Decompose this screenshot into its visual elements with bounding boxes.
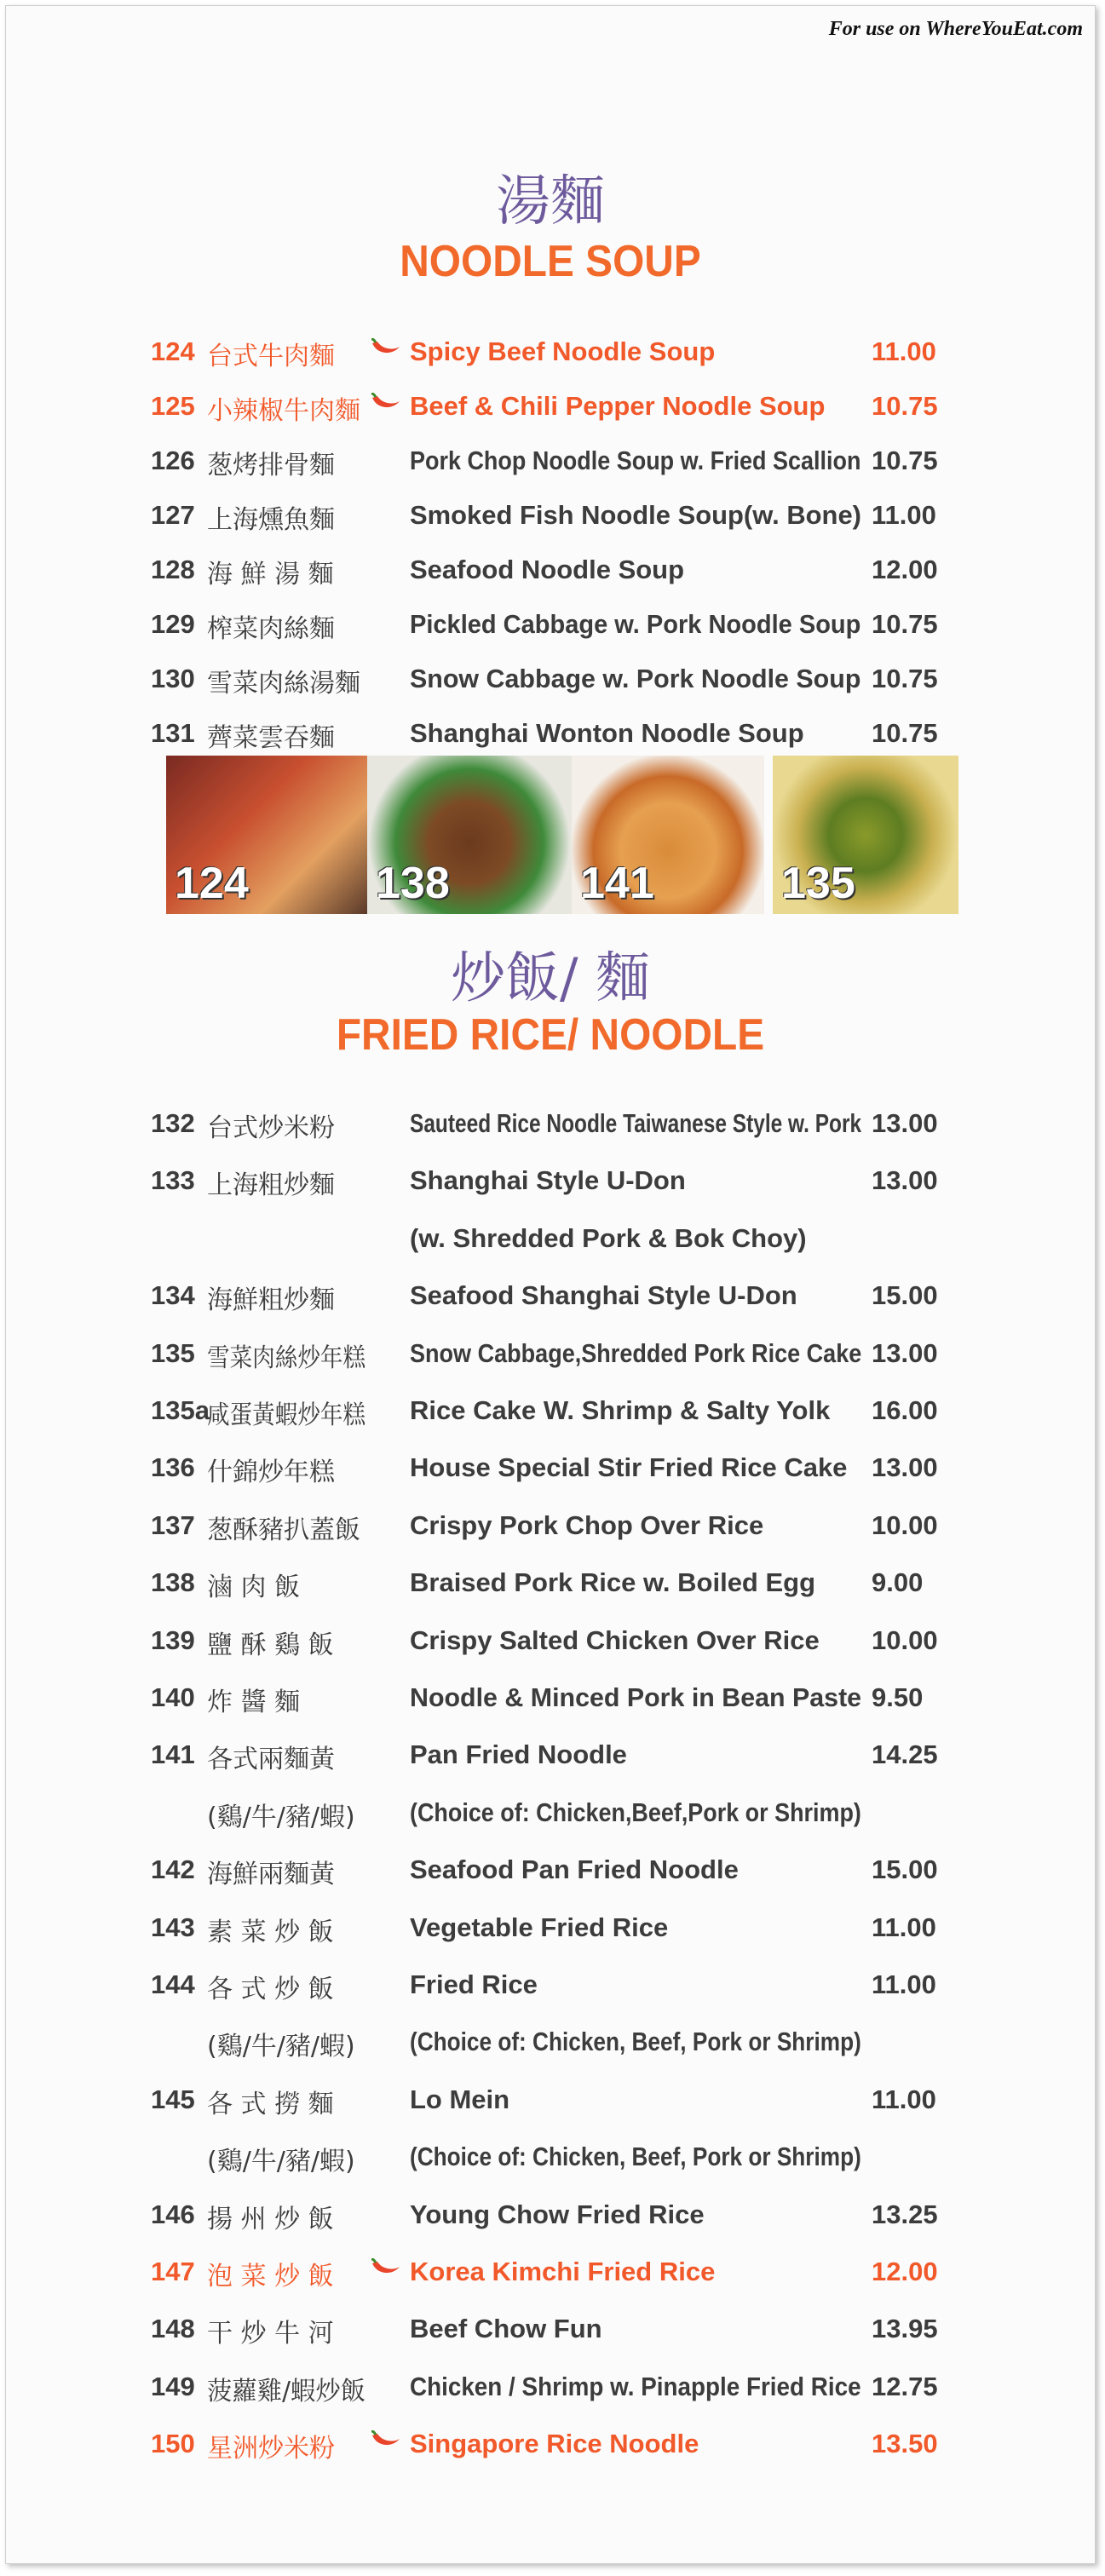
item-name-en: Pan Fried Noodle [410,1739,627,1770]
item-name-en: Pork Chop Noodle Soup w. Fried Scallion [410,446,861,475]
menu-item [6,1211,1095,1262]
item-name-zh: 干 炒 牛 河 [207,2319,334,2349]
item-price: 13.00 [872,1108,938,1138]
menu-item [6,2245,1095,2296]
item-price: 13.00 [872,1452,938,1483]
menu-item [6,1153,1095,1205]
menu-item [6,2417,1095,2468]
item-number: 135 [151,1337,195,1368]
fried-title-zh: 炒飯/ 麵 [451,947,650,1010]
menu-item [6,1728,1095,1779]
fried-title-en: FRIED RICE/ NOODLE [336,1010,765,1060]
item-name-en: Crispy Pork Chop Over Rice [410,1509,764,1540]
photo-pan-fried-noodle [572,756,764,914]
item-name-en: Shanghai Wonton Noodle Soup [410,718,804,748]
item-price: 11.00 [872,1912,936,1942]
menu-item [6,2302,1095,2353]
menu-item [6,1383,1095,1435]
menu-item [6,1613,1095,1665]
item-name-en: Braised Pork Rice w. Boiled Egg [410,1567,816,1598]
menu-item [6,2360,1095,2411]
item-price: 13.00 [872,1337,938,1368]
menu-item [6,1440,1095,1492]
item-price: 11.00 [872,1969,936,1999]
menu-item [6,2130,1095,2181]
item-name-en: (Choice of: Chicken, Beef, Pork or Shrimp) [410,2027,861,2057]
noodle-soup-title-zh: 湯麵 [496,170,605,233]
item-name-en: Seafood Shanghai Style U-Don [410,1280,797,1311]
item-name-zh: 各式兩麵黃 [207,1745,335,1775]
item-number: 139 [151,1624,195,1655]
item-number: 128 [151,555,195,584]
item-name-en: Seafood Noodle Soup [410,555,685,584]
item-name-en: Sauteed Rice Noodle Taiwanese Style w. Pork [410,1108,862,1138]
menu-item [6,488,1095,539]
item-name-zh: 台式牛肉麵 [207,342,335,371]
item-name-zh: 鹽 酥 鷄 飯 [207,1630,334,1660]
photo-label: 138 [376,859,450,908]
item-name-zh: (鷄/牛/豬/蝦) [207,2147,355,2177]
item-name-zh: (鷄/牛/豬/蝦) [207,1802,355,1832]
item-number: 126 [151,446,195,475]
item-name-en: Singapore Rice Noodle [410,2429,699,2459]
photo-label: 124 [175,859,249,908]
item-price: 12.75 [872,2371,938,2401]
chili-pepper-icon [371,2430,401,2449]
item-number: 133 [151,1165,195,1196]
menu-item [6,597,1095,648]
item-name-en: Crispy Salted Chicken Over Rice [410,1624,820,1655]
item-number: 130 [151,664,195,693]
chili-pepper-icon [371,338,401,357]
item-name-en: (w. Shredded Pork & Bok Choy) [410,1222,807,1253]
item-name-en: (Choice of: Chicken, Beef, Pork or Shrimp) [410,2142,861,2172]
item-name-en: Lo Mein [410,2084,510,2114]
item-name-zh: 星洲炒米粉 [207,2434,335,2464]
item-number: 135a [151,1395,210,1425]
item-name-zh: 上海粗炒麵 [207,1170,335,1201]
item-name-zh: 菠蘿雞/蝦炒飯 [207,2376,366,2406]
item-name-en: Snow Cabbage,Shredded Pork Rice Cake [410,1337,862,1368]
item-price: 16.00 [872,1395,938,1425]
item-price: 14.25 [872,1739,938,1770]
menu-item [6,434,1095,485]
photo-braised-pork-rice [367,756,572,914]
item-name-zh: 各 式 撈 麵 [207,2089,334,2119]
item-number: 143 [151,1912,195,1942]
item-price: 10.75 [872,391,938,421]
item-name-en: Vegetable Fried Rice [410,1912,669,1942]
menu-item [6,1958,1095,2009]
menu-item [6,1268,1095,1320]
item-name-en: Rice Cake W. Shrimp & Salty Yolk [410,1395,831,1425]
item-name-zh: 炸 醬 麵 [207,1688,301,1717]
menu-item [6,1843,1095,1894]
item-name-en: Spicy Beef Noodle Soup [410,336,716,366]
photo-beef-noodle [166,756,367,914]
item-name-zh: 泡 菜 炒 飯 [207,2262,334,2291]
item-number: 124 [151,336,195,366]
item-name-zh: 海 鮮 湯 麵 [207,560,334,589]
item-number: 141 [151,1739,195,1770]
item-price: 9.00 [872,1567,924,1598]
item-number: 149 [151,2371,195,2401]
item-name-zh: 台式炒米粉 [207,1113,335,1143]
menu-item [6,2188,1095,2239]
item-name-en: Smoked Fish Noodle Soup(w. Bone) [410,500,861,530]
item-name-zh: 什錦炒年糕 [207,1458,335,1488]
item-number: 145 [151,2084,195,2114]
item-number: 148 [151,2314,195,2344]
photo-label: 141 [580,859,654,908]
item-number: 134 [151,1280,195,1311]
item-name-zh: 海鮮粗炒麵 [207,1285,335,1316]
item-price: 13.95 [872,2314,938,2344]
item-price: 11.00 [872,500,936,530]
item-price: 10.00 [872,1624,938,1655]
item-name-zh: (鷄/牛/豬/蝦) [207,2032,355,2062]
item-price: 15.00 [872,1280,938,1311]
chili-pepper-icon [371,393,401,411]
item-number: 125 [151,391,195,421]
item-price: 10.00 [872,1509,938,1540]
item-name-en: Beef & Chili Pepper Noodle Soup [410,391,826,421]
item-price: 10.75 [872,718,938,748]
item-name-en: Fried Rice [410,1969,538,1999]
photo-label: 135 [781,859,855,908]
item-price: 13.00 [872,1165,938,1196]
item-name-en: Beef Chow Fun [410,2314,602,2344]
menu-item [6,706,1095,757]
item-name-en: House Special Stir Fried Rice Cake [410,1452,848,1483]
menu-page [5,5,1096,2564]
item-name-zh: 揚 州 炒 飯 [207,2204,334,2234]
item-price: 10.75 [872,609,938,639]
photo-strip [166,756,958,914]
chili-pepper-icon [371,2258,401,2277]
item-price: 9.50 [872,1682,924,1712]
item-name-en: Shanghai Style U-Don [410,1165,686,1196]
item-name-en: Chicken / Shrimp w. Pinapple Fried Rice [410,2371,861,2401]
item-name-zh: 海鮮兩麵黃 [207,1860,335,1890]
item-number: 144 [151,1969,195,1999]
item-price: 12.00 [872,555,938,584]
item-price: 13.25 [872,2199,938,2229]
watermark: For use on WhereYouEat.com [828,18,1083,40]
item-number: 131 [151,718,195,748]
menu-item [6,1498,1095,1550]
item-number: 127 [151,500,195,530]
item-price: 10.75 [872,664,938,693]
menu-item [6,1326,1095,1377]
item-price: 13.50 [872,2429,938,2459]
item-name-zh: 薺菜雲吞麵 [207,723,335,753]
item-number: 137 [151,1509,195,1540]
item-number: 147 [151,2257,195,2286]
menu-item [6,1096,1095,1147]
item-name-en: Korea Kimchi Fried Rice [410,2257,716,2286]
menu-item [6,543,1095,594]
menu-item [6,1555,1095,1607]
item-number: 142 [151,1854,195,1885]
item-name-zh: 雪菜肉絲炒年糕 [207,1343,366,1373]
item-price: 11.00 [872,336,936,366]
item-name-zh: 滷 肉 飯 [207,1573,301,1603]
item-name-en: Pickled Cabbage w. Pork Noodle Soup [410,609,861,639]
item-number: 138 [151,1567,195,1598]
menu-item [6,1670,1095,1722]
item-name-zh: 咸蛋黃蝦炒年糕 [207,1400,366,1430]
item-number: 150 [151,2429,195,2459]
menu-item [6,2015,1095,2066]
item-name-zh: 雪菜肉絲湯麵 [207,669,360,699]
item-name-zh: 小辣椒牛肉麵 [207,396,360,426]
item-price: 15.00 [872,1854,938,1885]
item-name-zh: 葱酥豬扒蓋飯 [207,1515,360,1545]
item-name-zh: 榨菜肉絲麵 [207,614,335,644]
item-price: 12.00 [872,2257,938,2286]
menu-item [6,325,1095,376]
item-name-zh: 素 菜 炒 飯 [207,1917,334,1947]
photo-rice-cake [773,756,958,914]
noodle-soup-title-en: NOODLE SOUP [400,237,701,286]
item-name-zh: 葱烤排骨麵 [207,451,335,480]
menu-item [6,379,1095,430]
item-number: 132 [151,1108,195,1138]
item-number: 140 [151,1682,195,1712]
item-price: 11.00 [872,2084,936,2114]
item-price: 10.75 [872,446,938,475]
item-number: 136 [151,1452,195,1483]
item-name-en: (Choice of: Chicken,Beef,Pork or Shrimp) [410,1797,861,1827]
item-name-en: Noodle & Minced Pork in Bean Paste [410,1682,862,1712]
menu-item [6,652,1095,703]
item-name-en: Snow Cabbage w. Pork Noodle Soup [410,664,861,693]
item-name-zh: 上海燻魚麵 [207,505,335,535]
item-name-en: Young Chow Fried Rice [410,2199,705,2229]
menu-item [6,1900,1095,1952]
item-number: 129 [151,609,195,639]
item-name-zh: 各 式 炒 飯 [207,1975,334,2004]
item-name-en: Seafood Pan Fried Noodle [410,1854,739,1885]
item-number: 146 [151,2199,195,2229]
menu-item [6,2073,1095,2124]
menu-item [6,1785,1095,1837]
